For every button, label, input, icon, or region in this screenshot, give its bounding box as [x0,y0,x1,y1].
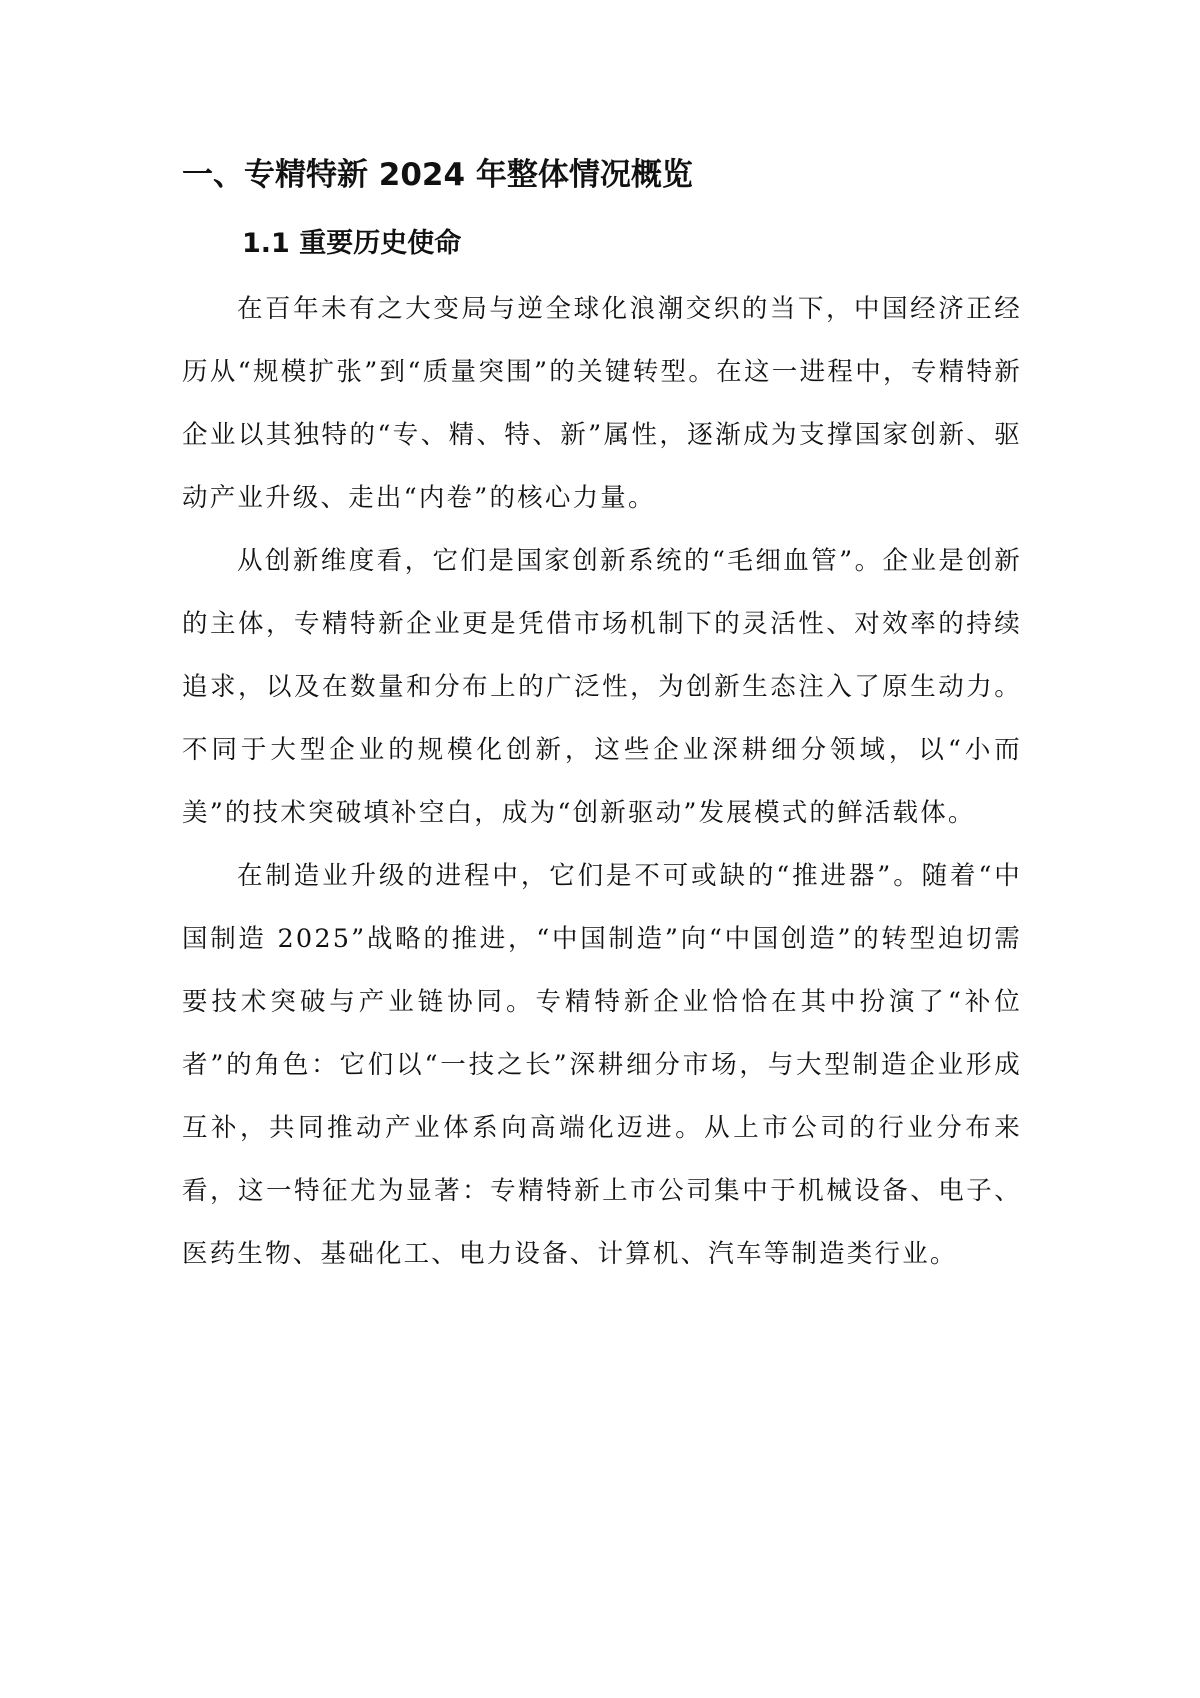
body-paragraph: 在制造业升级的进程中，它们是不可或缺的“推进器”。随着“中国制造 2025”战略的推进，“中国制造”向“中国创造”的转型迫切需要技术突破与产业链协同。专精特新企业恰恰在其中扮演了“补位者”的角色：它们以“一技之长”深耕细分市场，与大型制造企业形成互补，共同推动产业体系向高端化迈进。从上市公司的行业分布来看，这一特征尤为显著：专精特新上市公司集中于机械设备、电子、医药生物、基础化工、电力设备、计算机、汽车等制造类行业。 [182,861,1022,1269]
body-paragraph: 在百年未有之大变局与逆全球化浪潮交织的当下，中国经济正经历从“规模扩张”到“质量突围”的关键转型。在这一进程中，专精特新企业以其独特的“专、精、特、新”属性，逐渐成为支撑国家创新、驱动产业升级、走出“内卷”的核心力量。 [182,294,1022,513]
subsection-heading: 1.1 重要历史使命 [242,228,462,259]
section-heading: 一、专精特新 2024 年整体情况概览 [182,157,693,193]
body-paragraph: 从创新维度看，它们是国家创新系统的“毛细血管”。企业是创新的主体，专精特新企业更是凭借市场机制下的灵活性、对效率的持续追求，以及在数量和分布上的广泛性，为创新生态注入了原生动力。不同于大型企业的规模化创新，这些企业深耕细分领域，以“小而美”的技术突破填补空白，成为“创新驱动”发展模式的鲜活载体。 [182,546,1022,828]
document-content [182,150,1022,1286]
